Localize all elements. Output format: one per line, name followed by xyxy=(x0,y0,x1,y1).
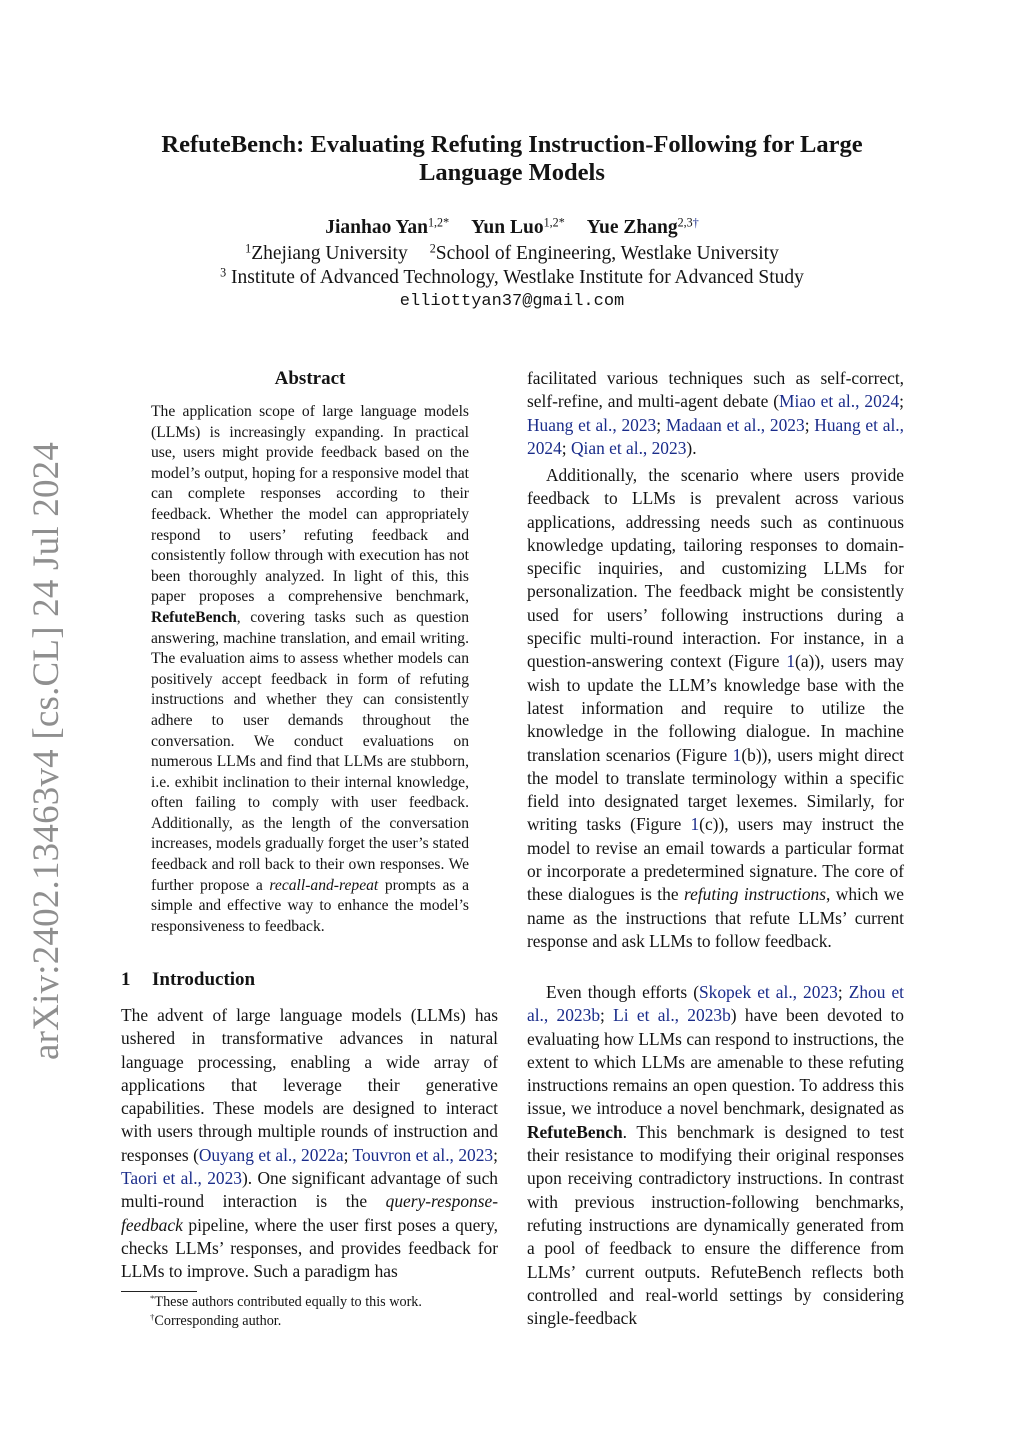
citation-link[interactable]: Qian et al., 2023 xyxy=(570,437,687,458)
affiliation-line-2 xyxy=(120,266,904,290)
intro-paragraph-right-1: facilitated various techniques such as self-correct, self-refine, and multi-agent debate (Miao et al., 2024; Huang et al., 2023; Madaan et al., 2023; Huang et al., 2024; Qian et al., 2023). xyxy=(527,368,904,458)
footnote-equal-contribution: *These authors contributed equally to this work. xyxy=(150,1293,422,1310)
paper-title xyxy=(120,131,904,187)
author-affil-marker: 2,3† xyxy=(677,215,699,230)
corresponding-dagger-link[interactable]: † xyxy=(692,215,699,230)
author-name: Yun Luo xyxy=(471,217,544,238)
affiliation: School of Engineering, Westlake University xyxy=(435,243,779,264)
title-line-1: RefuteBench: Evaluating Refuting Instruction-Following for Large xyxy=(161,131,863,158)
citation-link[interactable]: Touvron et al., 2023 xyxy=(352,1144,494,1165)
intro-paragraph-right-2: Additionally, the scenario where users provide feedback to LLMs is prevalent across various applications, addressing needs such as continuous knowledge updating, tailoring responses to domain-specific inquiries, and customizing LLMs for personalization. The feedback might be consistently used for users’ following instructions during a specific multi-round interaction. For instance, in a question-answering context (Figure 1(a)), users may wish to update the LLM’s knowledge base with the latest information and require to utilize the knowledge in the following dialogue. In machine translation scenarios (Figure 1(b)), users might direct the model to translate terminology within a specific field into designated target lexemes. Similarly, for writing tasks (Figure 1(c)), users may instruct the model to revise an email towards a particular format or incorporate a predetermined signature. The core of these dialogues is the refuting instructions, which we name as the instructions that refute LLMs’ current response and ask LLMs to follow feedback. xyxy=(527,465,904,951)
abstract-heading: Abstract xyxy=(274,368,346,389)
citation-link[interactable]: Miao et al., 2024 xyxy=(779,391,900,412)
author-name: Jianhao Yan xyxy=(325,217,428,238)
citation-link[interactable]: Ouyang et al., 2022a xyxy=(198,1144,344,1165)
citation-link[interactable]: Skopek et al., 2023 xyxy=(699,982,838,1002)
arxiv-side-label: arXiv:2402.13463v4 [cs.CL] 24 Jul 2024 xyxy=(26,441,67,1060)
affiliation: Zhejiang University xyxy=(251,243,408,264)
affiliation-marker: 1 xyxy=(245,241,252,256)
citation-link[interactable]: Huang et al., 2023 xyxy=(527,414,657,435)
intro-paragraph-left: The advent of large language models (LLMs) has ushered in transformative advances in natural language processing, enabling a wide array of applications that leverage their generative capabilities. These models are designed to interact with users through multiple rounds of instruction and responses (Ouyang et al., 2022a; Touvron et al., 2023; Taori et al., 2023). One significant advantage of such multi-round interaction is the query-response-feedback pipeline, where the user first poses a query, checks LLMs’ responses, and provides feedback for LLMs to improve. Such a paradigm has xyxy=(121,1005,498,1282)
affiliation-marker: 3 xyxy=(220,265,227,280)
section-heading-introduction: 1 Introduction xyxy=(121,969,256,990)
author-name: Yue Zhang xyxy=(586,217,678,238)
affiliation-line-1 xyxy=(120,242,904,266)
figure-ref-link[interactable]: 1 xyxy=(732,744,742,765)
intro-paragraph-right-3: Even though efforts (Skopek et al., 2023; Zhou et al., 2023b; Li et al., 2023b) have been devoted to evaluating how LLMs can respond to instructions, the extent to which LLMs are amenable to these refuting instructions remains an open question. To address this issue, we introduce a novel benchmark, designated as RefuteBench. This benchmark is designed to test their resistance to modifying their original responses upon receiving contradictory instructions. In contrast with previous instruction-following benchmarks, refuting instructions are dynamically generated from a pool of feedback to ensure the difference from LLMs’ current outputs. RefuteBench reflects both controlled and real-world settings by considering single-feedback xyxy=(527,982,905,1329)
author-email: elliottyan37@gmail.com xyxy=(399,292,625,311)
citation-link[interactable]: Li et al., 2023b xyxy=(613,1005,731,1026)
abstract-body: The application scope of large language models (LLMs) is increasingly expanding. In practical use, users might provide feedback based on the model’s output, hoping for a responsive model that can complete responses according to their feedback. Whether the model can appropriately respond to users’ refuting feedback and consistently follow through with execution has not been thoroughly analyzed. In light of this, this paper proposes a comprehensive benchmark, RefuteBench, covering tasks such as question answering, machine translation, and email writing. The evaluation aims to assess whether models can positively accept feedback in form of refuting instructions and whether they can consistently adhere to user demands throughout the conversation. We conduct evaluations on numerous LLMs and find that LLMs are stubborn, i.e. exhibit inclination to their internal knowledge, often failing to comply with user feedback. Additionally, as the length of the conversation increases, models gradually forget the user’s stated feedback and roll back to their own responses. We further propose a recall-and-repeat prompts as a simple and effective way to enhance the model’s responsiveness to feedback. xyxy=(151,403,469,935)
title-line-2: Language Models xyxy=(419,159,605,186)
author-list xyxy=(120,216,904,240)
figure-ref-link[interactable]: 1 xyxy=(786,651,796,672)
citation-link[interactable]: Huang et al., 2024 xyxy=(527,414,904,458)
author-affil-marker: 1,2* xyxy=(428,215,450,230)
affiliation-marker: 2 xyxy=(429,241,436,256)
citation-link[interactable]: Taori et al., 2023 xyxy=(121,1168,242,1189)
citation-link[interactable]: Madaan et al., 2023 xyxy=(665,414,805,435)
affiliation: Institute of Advanced Technology, Westlake Institute for Advanced Study xyxy=(226,267,804,288)
author-affil-marker: 1,2* xyxy=(543,215,565,230)
citation-link[interactable]: Zhou et al., 2023b xyxy=(527,982,905,1026)
figure-ref-link[interactable]: 1 xyxy=(690,814,700,835)
footnote-rule xyxy=(121,1291,197,1292)
footnote-corresponding-author: †Corresponding author. xyxy=(150,1312,282,1329)
